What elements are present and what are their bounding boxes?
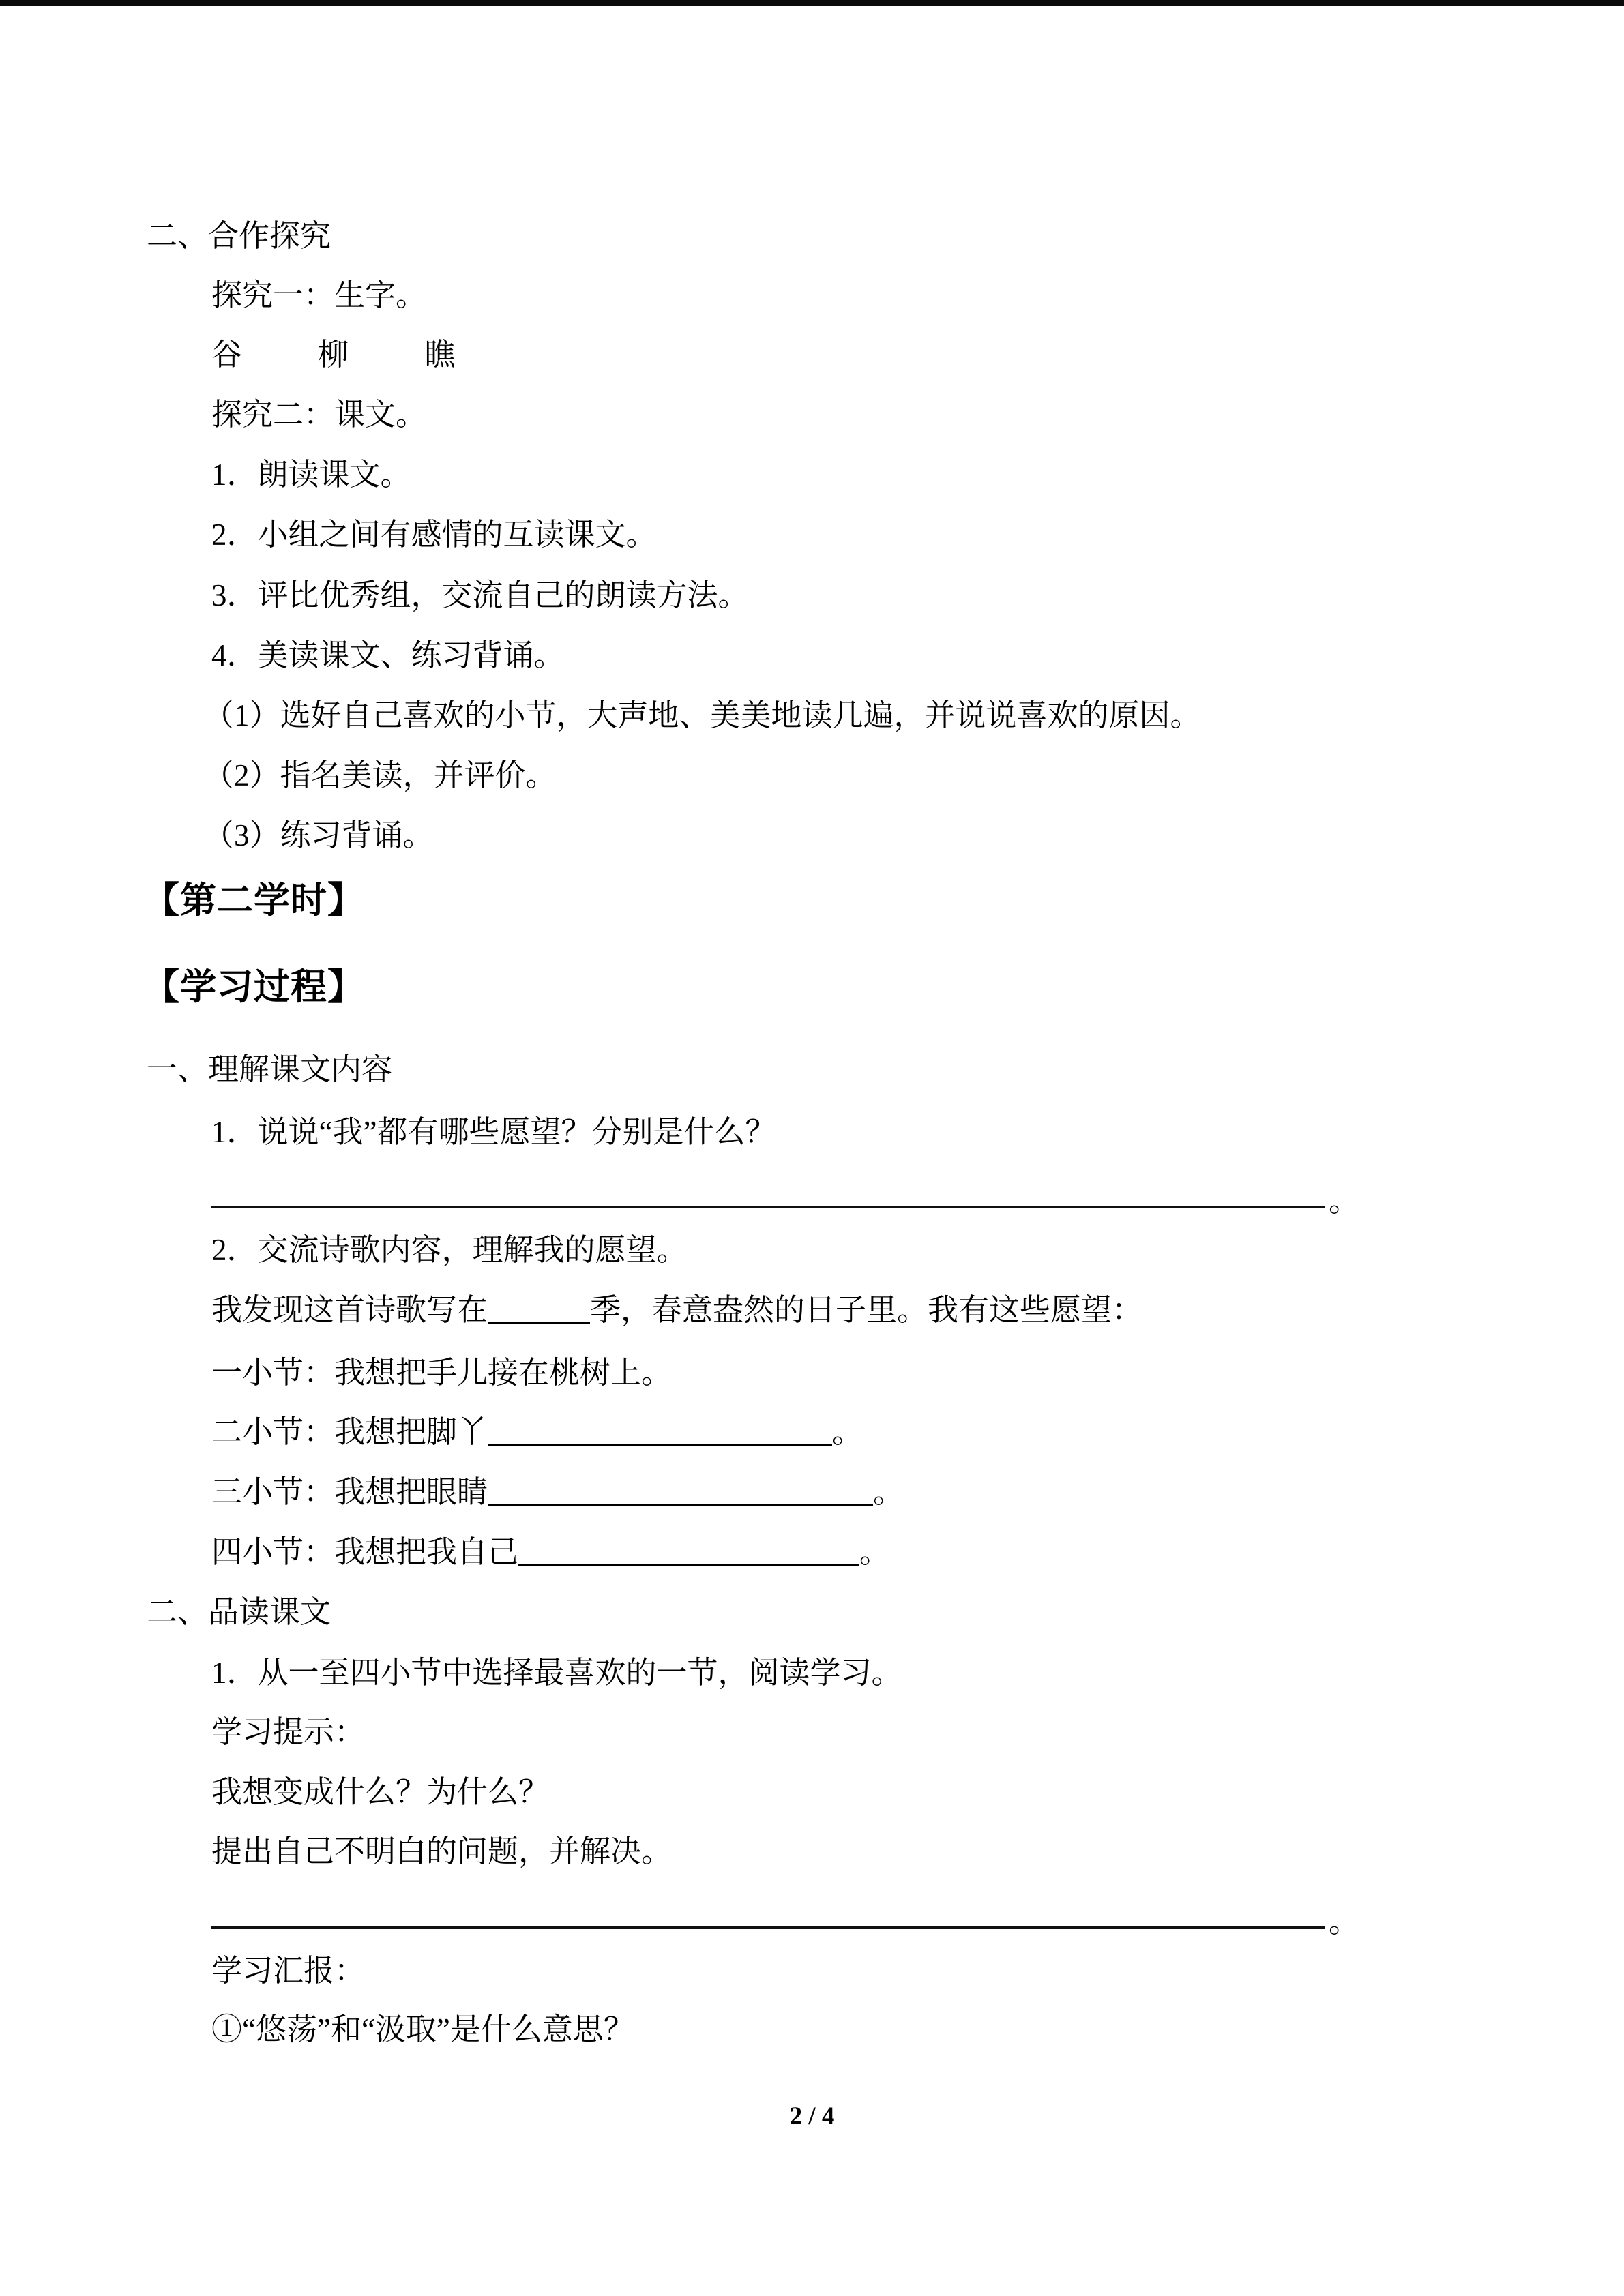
discover-sentence-prefix: 我发现这首诗歌写在 — [211, 1293, 488, 1327]
part1-question-2: 2．交流诗歌内容，理解我的愿望。 — [211, 1233, 688, 1267]
explore-two-label: 探究二：课文。 — [211, 398, 427, 432]
sub-item-1: （1）选好自己喜欢的小节，大声地、美美地读几遍，并说说喜欢的原因。 — [203, 698, 1201, 732]
new-character-liu: 柳 — [318, 338, 349, 372]
explore-one-label: 探究一：生字。 — [211, 278, 427, 312]
study-tip-1: 我想变成什么？为什么？ — [211, 1775, 550, 1809]
part1-heading: 一、理解课文内容 — [147, 1052, 393, 1086]
new-character-gu: 谷 — [211, 338, 243, 372]
answer-line-1-period: 。 — [1329, 1184, 1360, 1218]
stanza-4-line — [211, 1533, 890, 1571]
discover-sentence-suffix: 季，春意盎然的日子里。我有这些愿望： — [590, 1293, 1143, 1327]
study-report-question-1: ①“悠荡”和“汲取”是什么意思？ — [211, 2012, 634, 2046]
list-item-4: 4．美读课文、练习背诵。 — [211, 638, 565, 672]
new-character-qiao: 瞧 — [424, 338, 456, 372]
sub-item-2: （2）指名美读，并评价。 — [203, 758, 557, 792]
top-black-bar — [0, 0, 1624, 6]
list-item-1: 1．朗读课文。 — [211, 458, 411, 492]
heading-learning-process: 【学习过程】 — [143, 968, 364, 1007]
answer-blank-line-1 — [211, 1180, 1325, 1208]
answer-line-2-period: 。 — [1329, 1905, 1360, 1939]
part1-question-1: 1．说说“我”都有哪些愿望？分别是什么？ — [211, 1115, 776, 1149]
study-tips-label: 学习提示： — [211, 1715, 366, 1749]
study-report-label: 学习汇报： — [211, 1954, 366, 1988]
fill-in-blank-season — [488, 1293, 590, 1324]
part2-question-1: 1．从一至四小节中选择最喜欢的一节，阅读学习。 — [211, 1656, 902, 1690]
stanza-2-period: 。 — [832, 1415, 863, 1449]
fill-in-blank-stanza-4 — [518, 1535, 859, 1566]
part2-heading: 二、品读课文 — [147, 1595, 331, 1629]
list-item-3: 3．评比优秀组，交流自己的朗读方法。 — [211, 578, 749, 612]
stanza-3-line — [211, 1473, 904, 1511]
fill-in-blank-stanza-3 — [488, 1475, 873, 1506]
stanza-1-line: 一小节：我想把手儿接在桃树上。 — [211, 1356, 673, 1390]
section-heading-cooperative-inquiry: 二、合作探究 — [147, 219, 331, 253]
stanza-2-line — [211, 1413, 863, 1451]
study-tip-2: 提出自己不明白的问题，并解决。 — [211, 1834, 673, 1868]
page-number-indicator: 2 / 4 — [789, 2102, 835, 2130]
stanza-3-period: 。 — [873, 1475, 904, 1509]
fill-in-blank-stanza-2 — [488, 1415, 832, 1446]
stanza-3-prefix: 三小节：我想把眼睛 — [211, 1475, 488, 1509]
stanza-4-prefix: 四小节：我想把我自己 — [211, 1535, 519, 1569]
list-item-2: 2．小组之间有感情的互读课文。 — [211, 518, 657, 552]
sub-item-3: （3）练习背诵。 — [203, 818, 434, 852]
discover-sentence — [211, 1291, 1142, 1329]
stanza-4-period: 。 — [859, 1535, 891, 1569]
heading-second-lesson: 【第二学时】 — [143, 881, 364, 921]
new-characters-row — [211, 336, 456, 374]
answer-blank-line-2 — [211, 1900, 1325, 1929]
stanza-2-prefix: 二小节：我想把脚丫 — [211, 1415, 488, 1449]
